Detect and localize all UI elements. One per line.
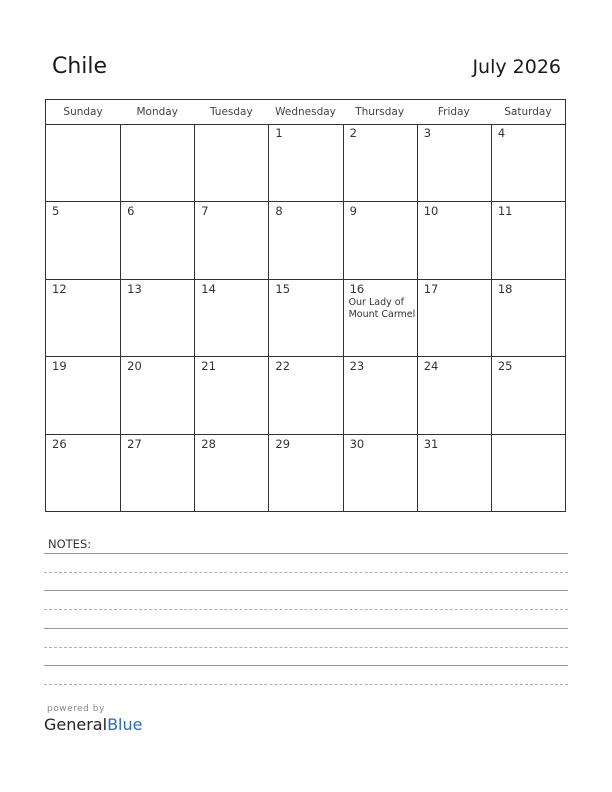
notes-line — [44, 684, 568, 685]
day-number: 12 — [52, 281, 67, 296]
day-number: 16 — [349, 281, 365, 296]
day-cell-4 — [491, 124, 565, 201]
day-number: 28 — [201, 436, 216, 451]
day-cell-23 — [343, 356, 417, 433]
weekday-saturday: Saturday — [504, 106, 552, 118]
month-year-title: July 2026 — [472, 56, 561, 78]
holiday-label: Our Lady of Mount Carmel — [348, 296, 416, 320]
day-cell-15 — [268, 279, 342, 356]
weekday-friday: Friday — [437, 106, 470, 118]
day-cell-24 — [417, 356, 491, 433]
day-number: 10 — [423, 204, 439, 219]
brand-general-text: General — [44, 715, 108, 734]
notes-line — [44, 647, 568, 648]
day-cell-18 — [491, 279, 565, 356]
day-cell-20 — [120, 356, 194, 433]
empty-day-cell — [46, 124, 120, 201]
day-cell-2 — [343, 124, 417, 201]
brand-blue-text: Blue — [107, 715, 143, 734]
day-number: 18 — [497, 281, 513, 296]
day-number: 3 — [423, 126, 432, 140]
day-number: 19 — [52, 359, 67, 374]
day-cell-14 — [194, 279, 268, 356]
day-number: 7 — [201, 204, 209, 219]
day-number: 5 — [52, 204, 60, 219]
notes-line — [44, 590, 568, 591]
day-cell-16 — [343, 279, 417, 356]
day-number: 2 — [349, 126, 357, 140]
day-number: 14 — [201, 281, 216, 296]
day-cell-6 — [120, 201, 194, 278]
day-number: 9 — [349, 204, 357, 219]
day-cell-30 — [343, 434, 417, 511]
empty-day-cell — [491, 434, 565, 511]
day-cell-26 — [46, 434, 120, 511]
weekday-sunday: Sunday — [63, 106, 103, 118]
day-number: 15 — [275, 281, 291, 296]
day-cell-19 — [46, 356, 120, 433]
day-number: 8 — [275, 204, 283, 219]
day-number: 13 — [127, 281, 142, 296]
brand-name — [44, 715, 142, 734]
weekday-monday: Monday — [136, 106, 178, 118]
day-number: 4 — [497, 126, 506, 140]
day-number: 25 — [497, 359, 513, 374]
weekday-header-row — [46, 100, 565, 125]
country-title: Chile — [52, 54, 108, 79]
day-cell-11 — [491, 201, 565, 278]
day-cell-27 — [120, 434, 194, 511]
day-cell-13 — [120, 279, 194, 356]
notes-line — [44, 665, 568, 666]
day-cell-9 — [343, 201, 417, 278]
day-cell-21 — [194, 356, 268, 433]
day-number: 26 — [52, 436, 67, 451]
day-cell-5 — [46, 201, 120, 278]
day-number: 21 — [201, 359, 216, 374]
day-number: 17 — [423, 281, 439, 296]
notes-line — [44, 628, 568, 629]
calendar-body — [46, 124, 565, 511]
day-number: 23 — [349, 359, 365, 374]
day-cell-1 — [268, 124, 342, 201]
day-cell-25 — [491, 356, 565, 433]
day-cell-12 — [46, 279, 120, 356]
day-cell-17 — [417, 279, 491, 356]
notes-label: NOTES: — [48, 537, 92, 551]
day-cell-28 — [194, 434, 268, 511]
day-number: 24 — [423, 359, 439, 374]
notes-line — [44, 553, 568, 554]
day-number: 1 — [275, 126, 283, 140]
day-cell-3 — [417, 124, 491, 201]
notes-line — [44, 609, 568, 610]
day-cell-29 — [268, 434, 342, 511]
day-cell-10 — [417, 201, 491, 278]
day-number: 6 — [127, 204, 135, 219]
day-number: 11 — [497, 204, 513, 219]
empty-day-cell — [194, 124, 268, 201]
day-cell-22 — [268, 356, 342, 433]
day-cell-7 — [194, 201, 268, 278]
calendar-grid — [45, 99, 566, 512]
day-number: 29 — [275, 436, 291, 451]
day-number: 22 — [275, 359, 291, 374]
weekday-tuesday: Tuesday — [209, 106, 253, 118]
empty-day-cell — [120, 124, 194, 201]
day-number: 27 — [127, 436, 142, 451]
day-number: 20 — [127, 359, 142, 374]
weekday-thursday: Thursday — [355, 106, 405, 118]
day-cell-8 — [268, 201, 342, 278]
brand-logo — [44, 704, 142, 734]
day-number: 31 — [423, 436, 439, 451]
weekday-wednesday: Wednesday — [275, 106, 336, 118]
day-number: 30 — [349, 436, 365, 451]
notes-line — [44, 572, 568, 573]
powered-by-text: powered by — [47, 704, 105, 714]
day-cell-31 — [417, 434, 491, 511]
